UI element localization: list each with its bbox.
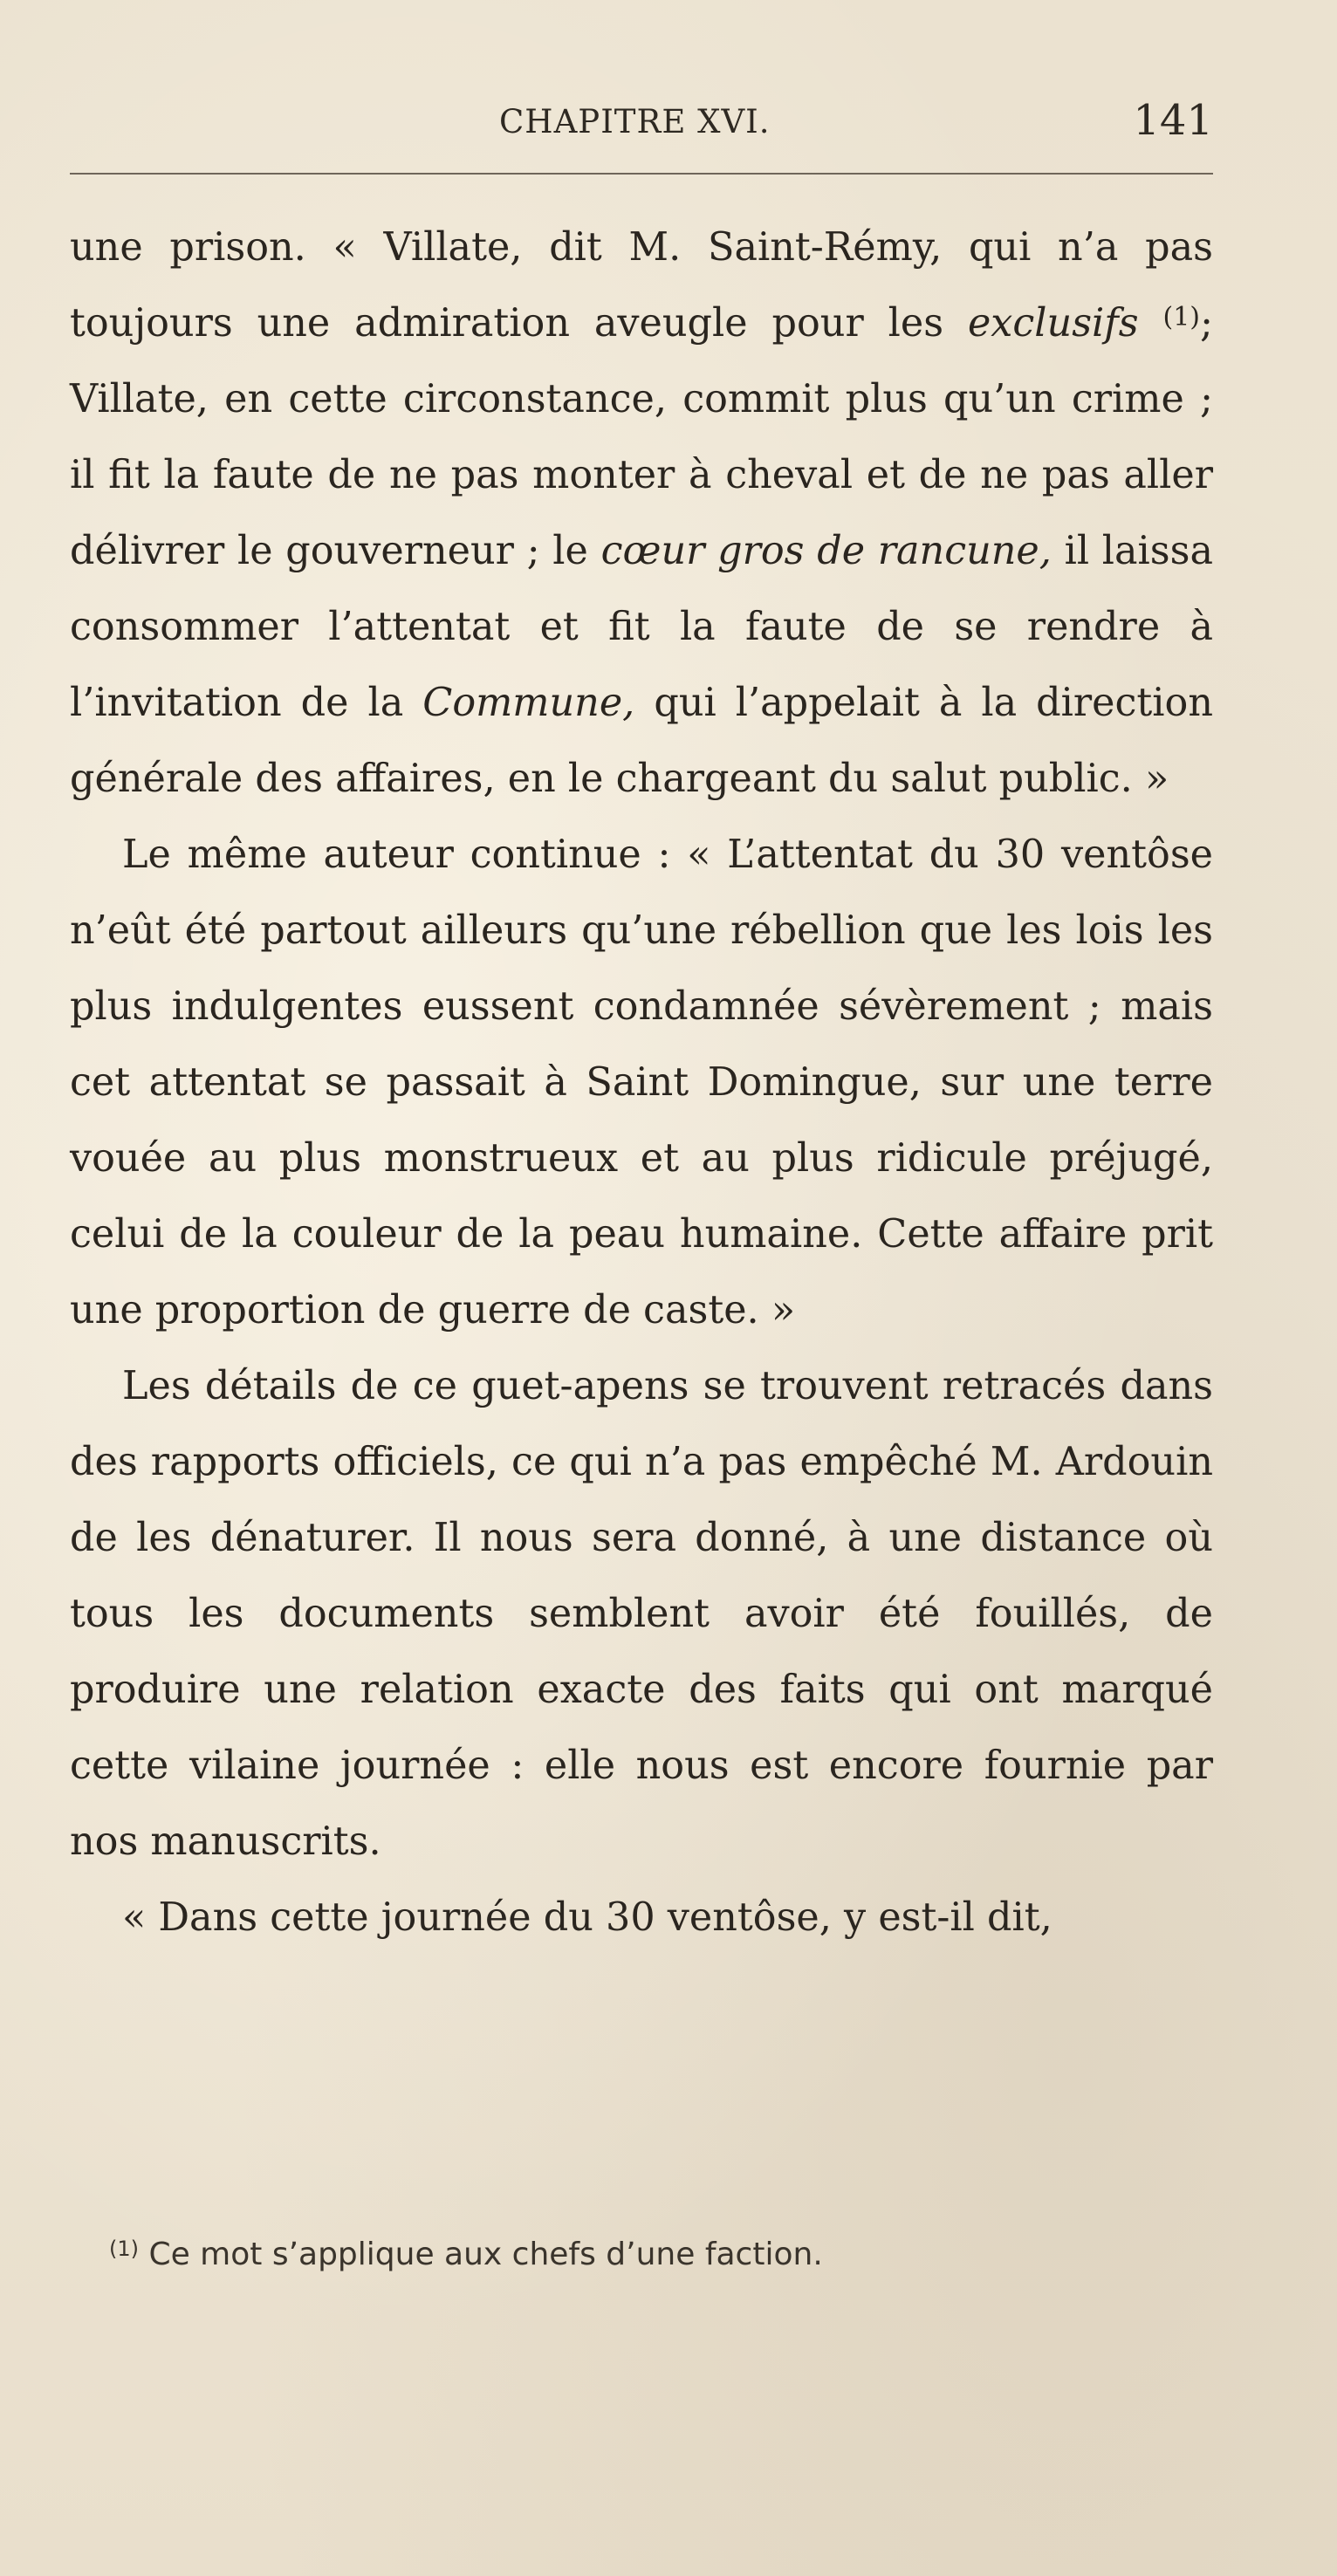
paragraph-1 bbox=[70, 209, 1213, 817]
italic-exclusifs: exclusifs bbox=[967, 301, 1139, 346]
chapter-title: CHAPITRE XVI. bbox=[499, 103, 771, 140]
paragraph-1-part-4: qui l’appelait à la direction générale des affaires, en le chargeant du salut public. » bbox=[70, 681, 1213, 801]
paragraph-1-part-1: une prison. « Villate, dit M. Saint-Rémy, qui n’a pas toujours une admiration aveugle pour les bbox=[70, 225, 1213, 346]
italic-coeur-gros: cœur gros de rancune, bbox=[600, 529, 1052, 573]
footnote-text: Ce mot s’applique aux chefs d’une faction. bbox=[139, 2237, 823, 2272]
page-number: 141 bbox=[1133, 96, 1213, 145]
footnote-reference: (1) bbox=[1162, 302, 1200, 332]
footnote bbox=[109, 2234, 1213, 2276]
paragraph-2: Le même auteur continue : « L’attentat du 30 ventôse n’eût été partout ailleurs qu’une rébellion que les lois les plus indulgentes eussent condamnée sévèrement ; mais cet attentat se passait à Saint Domingue, sur une terre vouée au plus monstrueux et au plus ridicule préjugé, celui de la couleur de la peau humaine. Cette affaire prit une proportion de guerre de caste. » bbox=[70, 832, 1213, 1333]
italic-commune: Commune, bbox=[422, 681, 635, 725]
paragraph-1-part-3: il laissa consommer l’attentat et fit la faute de se rendre à l’invitation de la bbox=[70, 529, 1213, 725]
paragraph-3: Les détails de ce guet-apens se trouvent retracés dans des rapports officiels, ce qui n’a pas empêché M. Ardouin de les dénaturer. Il nous sera donné, à une distance où tous les documents semblent avoir été fouillés, de produire une relation exacte des faits qui ont marqué cette vilaine journée : elle nous est encore fournie par nos manuscrits. bbox=[70, 1364, 1213, 1864]
body-text bbox=[70, 209, 1213, 1956]
footnote-marker: (1) bbox=[109, 2237, 139, 2261]
running-head bbox=[70, 96, 1213, 157]
paragraph-4: « Dans cette journée du 30 ventôse, y est-il dit, bbox=[122, 1895, 1052, 1940]
paragraph-1-part-2: ; Villate, en cette circonstance, commit plus qu’un crime ; il fit la faute de ne pas monter à cheval et de ne pas aller délivrer le gouverneur ; le bbox=[70, 301, 1213, 573]
header-rule bbox=[70, 173, 1213, 175]
